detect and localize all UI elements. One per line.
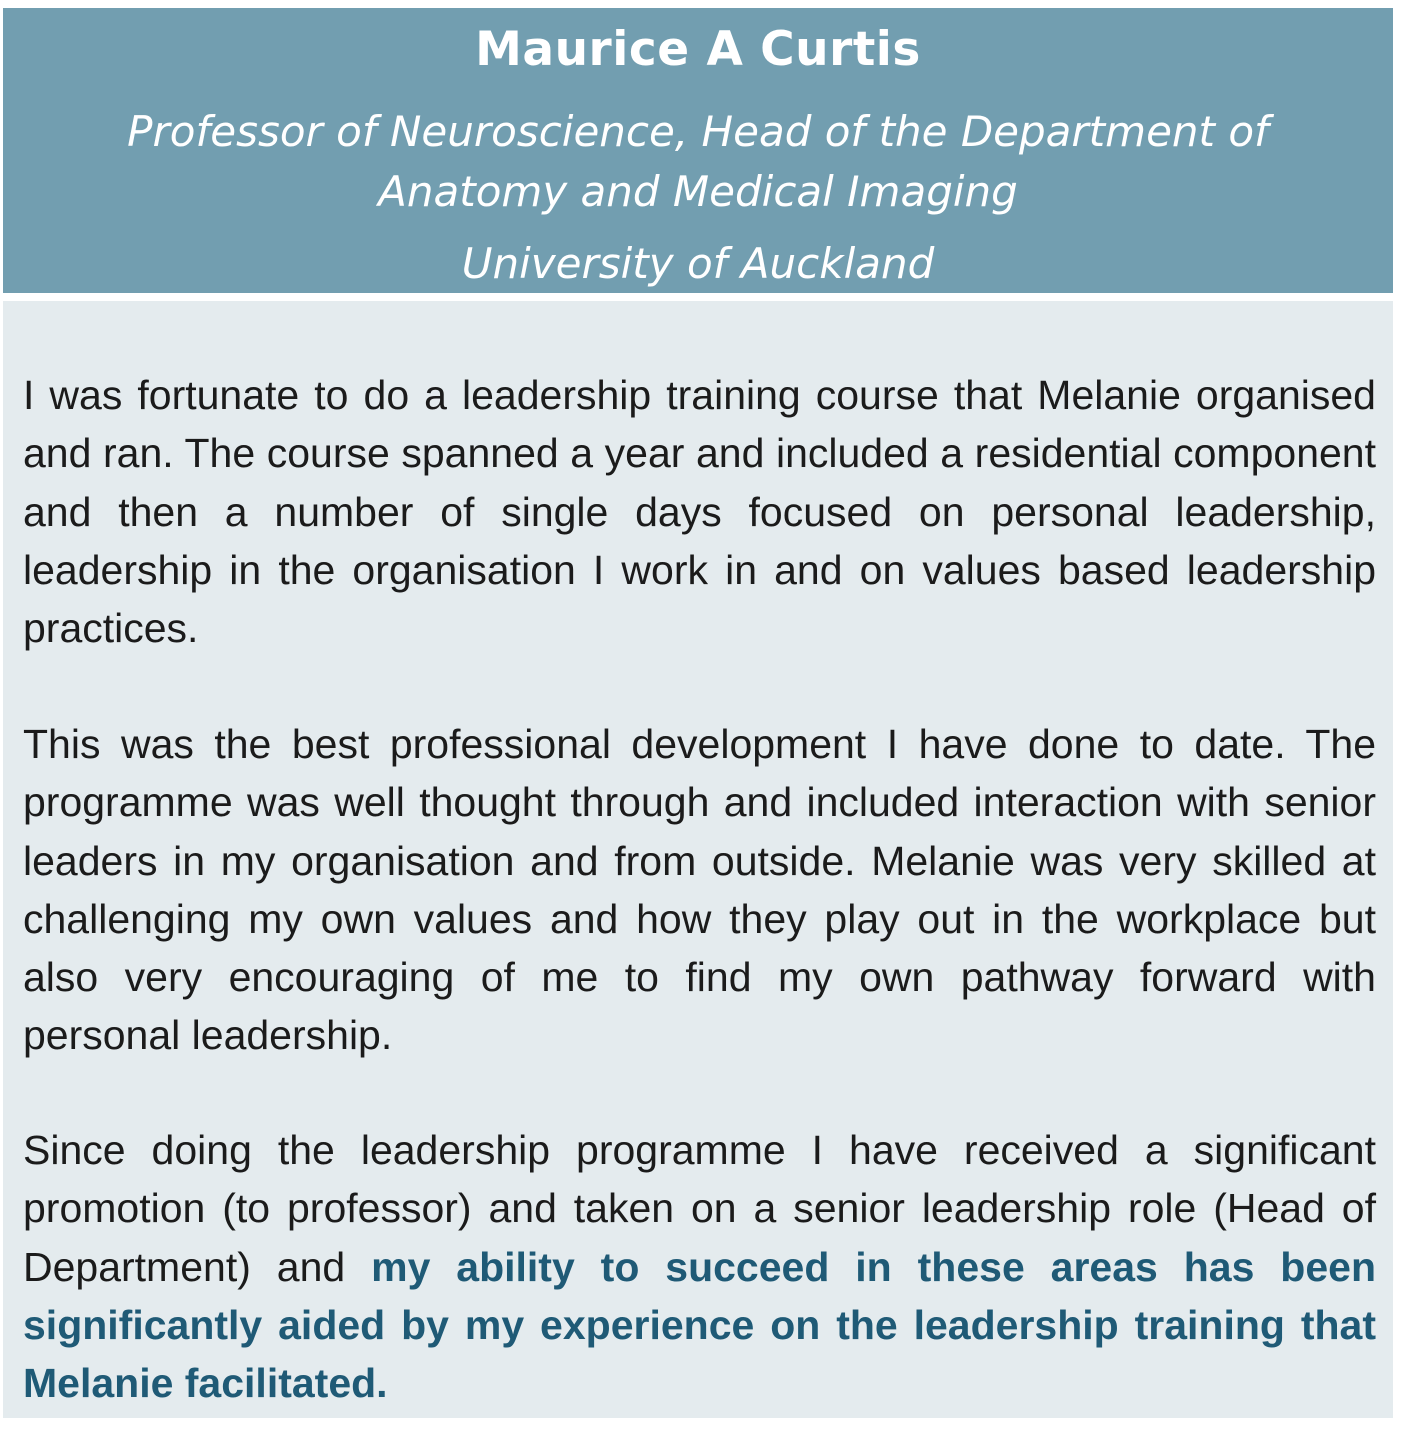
testimonial-header xyxy=(3,8,1393,293)
testimonial-highlight: my ability to succeed in these areas has been significantly aided by my experience on the leadership training that Melanie facilitated. xyxy=(23,1243,1376,1407)
testimonial-paragraph-3 xyxy=(23,1121,1376,1412)
testimonial-paragraph-2: This was the best professional development I have done to date. The programme was well thought through and included interaction with senior leaders in my organisation and from outside. Melanie was very skilled at challenging my own values and how they play out in the workplace but also very encouraging of me to find my own pathway forward with personal leadership. xyxy=(23,721,1376,1059)
testimonial-body xyxy=(3,301,1393,1418)
testimonial-paragraph-3-text: Since doing the leadership programme I have received a significant promotion (to professor) and taken on a senior leadership role (Head of Department) and xyxy=(23,1127,1376,1290)
author-title-line-1: Professor of Neuroscience, Head of the Department of xyxy=(127,107,1269,156)
author-name: Maurice A Curtis xyxy=(475,22,921,77)
author-affiliation: University of Auckland xyxy=(461,239,935,288)
testimonial-paragraph-1: I was fortunate to do a leadership training course that Melanie organised and ran. The course spanned a year and included a residential component and then a number of single days focused on personal leadership, leadership in the organisation I work in and on values based leadership practices. xyxy=(23,372,1376,652)
author-title xyxy=(43,102,1353,222)
author-title-line-2: Anatomy and Medical Imaging xyxy=(378,167,1018,216)
